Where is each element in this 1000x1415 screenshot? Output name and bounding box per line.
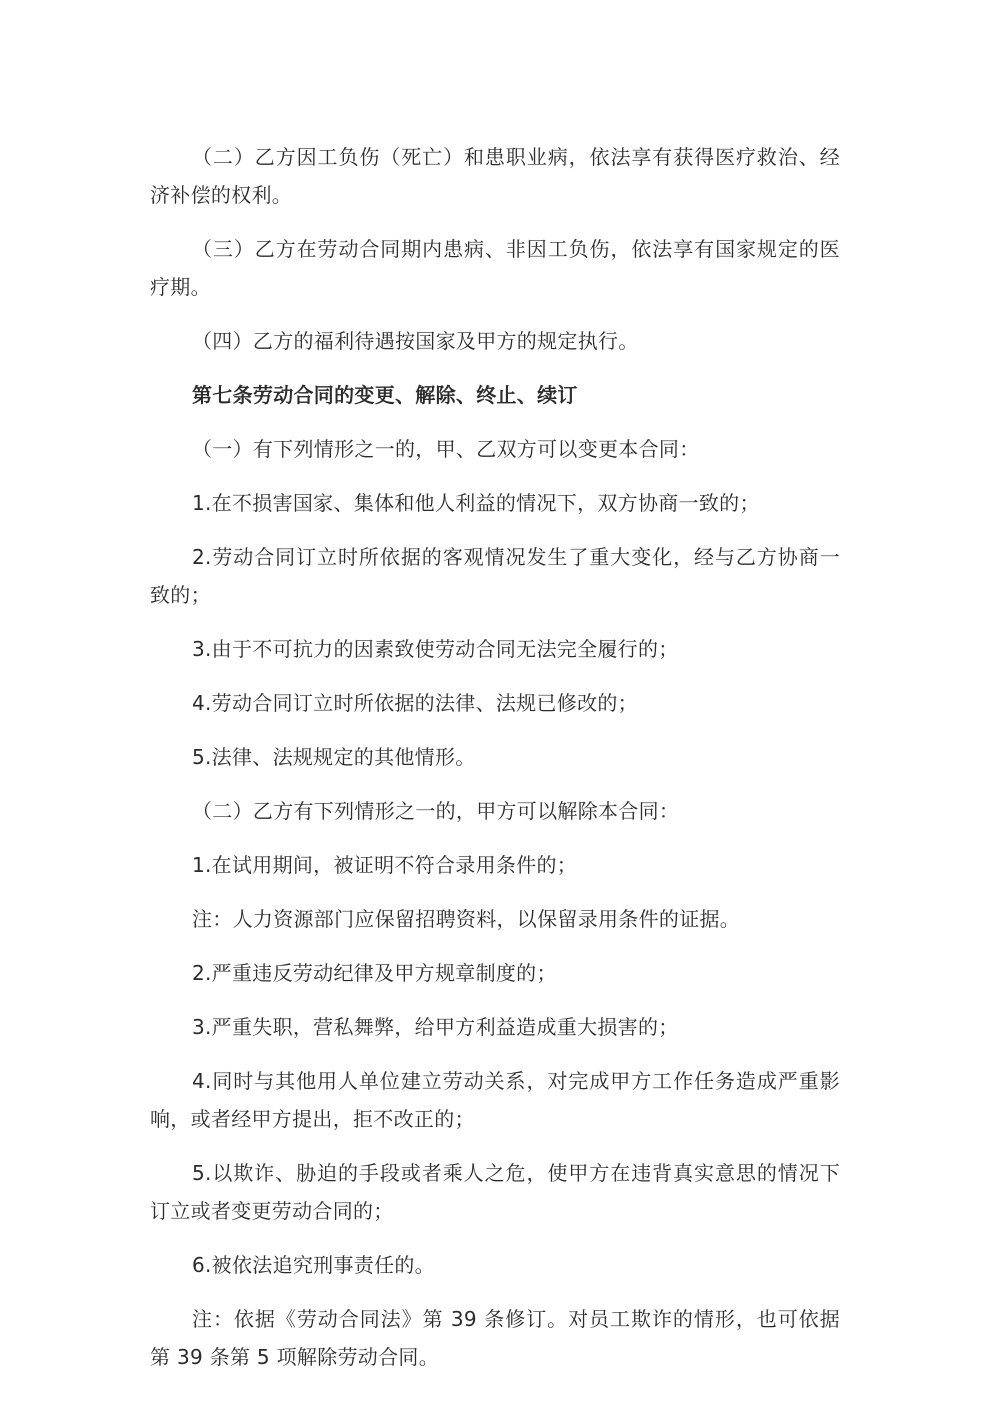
change-item-3: 3.由于不可抗力的因素致使劳动合同无法完全履行的； <box>192 637 679 661</box>
paragraph-gap <box>150 414 840 430</box>
document-page <box>150 138 840 1376</box>
paragraph-gap <box>150 1230 840 1246</box>
termination-item-1: 1.在试用期间，被证明不符合录用条件的； <box>192 853 578 877</box>
change-item-1: 1.在不损害国家、集体和他人利益的情况下，双方协商一致的； <box>192 491 760 515</box>
paragraph-gap <box>150 668 840 684</box>
paragraph-gap <box>150 1284 840 1300</box>
paragraph-gap <box>150 306 840 322</box>
paragraph-gap <box>150 522 840 538</box>
paragraph-gap <box>150 614 840 630</box>
change-item-5: 5.法律、法规规定的其他情形。 <box>192 745 476 769</box>
termination-item-3: 3.严重失职，营私舞弊，给甲方利益造成重大损害的； <box>192 1015 679 1039</box>
paragraph-gap <box>150 360 840 376</box>
paragraph-gap <box>150 884 840 900</box>
paragraph-gap <box>150 722 840 738</box>
termination-item-2: 2.严重违反劳动纪律及甲方规章制度的； <box>192 961 557 985</box>
paragraph-gap <box>150 1138 840 1154</box>
article-seven-heading: 第七条劳动合同的变更、解除、终止、续订 <box>192 383 578 407</box>
paragraph-gap <box>150 992 840 1008</box>
paragraph-termination-intro: （二）乙方有下列情形之一的，甲方可以解除本合同： <box>192 799 680 823</box>
note-labor-contract-law: 注：依据《劳动合同法》第 39 条修订。对员工欺诈的情形，也可依据第 39 条第 5 项解除劳动合同。 <box>150 1307 840 1369</box>
paragraph-medical-treatment-right: （二）乙方因工负伤（死亡）和患职业病，依法享有获得医疗救治、经济补偿的权利。 <box>150 145 840 207</box>
paragraph-welfare: （四）乙方的福利待遇按国家及甲方的规定执行。 <box>192 329 639 353</box>
termination-item-6: 6.被依法追究刑事责任的。 <box>192 1253 435 1277</box>
note-recruitment-records: 注：人力资源部门应保留招聘资料，以保留录用条件的证据。 <box>192 907 741 931</box>
termination-item-5: 5.以欺诈、胁迫的手段或者乘人之危，使甲方在违背真实意思的情况下订立或者变更劳动合同的； <box>150 1161 840 1223</box>
paragraph-gap <box>150 830 840 846</box>
paragraph-gap <box>150 1046 840 1062</box>
change-item-2: 2.劳动合同订立时所依据的客观情况发生了重大变化，经与乙方协商一致的； <box>150 545 840 607</box>
paragraph-gap <box>150 776 840 792</box>
paragraph-gap <box>150 938 840 954</box>
change-item-4: 4.劳动合同订立时所依据的法律、法规已修改的； <box>192 691 638 715</box>
paragraph-medical-period: （三）乙方在劳动合同期内患病、非因工负伤，依法享有国家规定的医疗期。 <box>150 237 840 299</box>
paragraph-gap <box>150 214 840 230</box>
paragraph-change-conditions-intro: （一）有下列情形之一的，甲、乙双方可以变更本合同： <box>192 437 700 461</box>
paragraph-gap <box>150 468 840 484</box>
termination-item-4: 4.同时与其他用人单位建立劳动关系，对完成甲方工作任务造成严重影响，或者经甲方提出，拒不改正的； <box>150 1069 840 1131</box>
